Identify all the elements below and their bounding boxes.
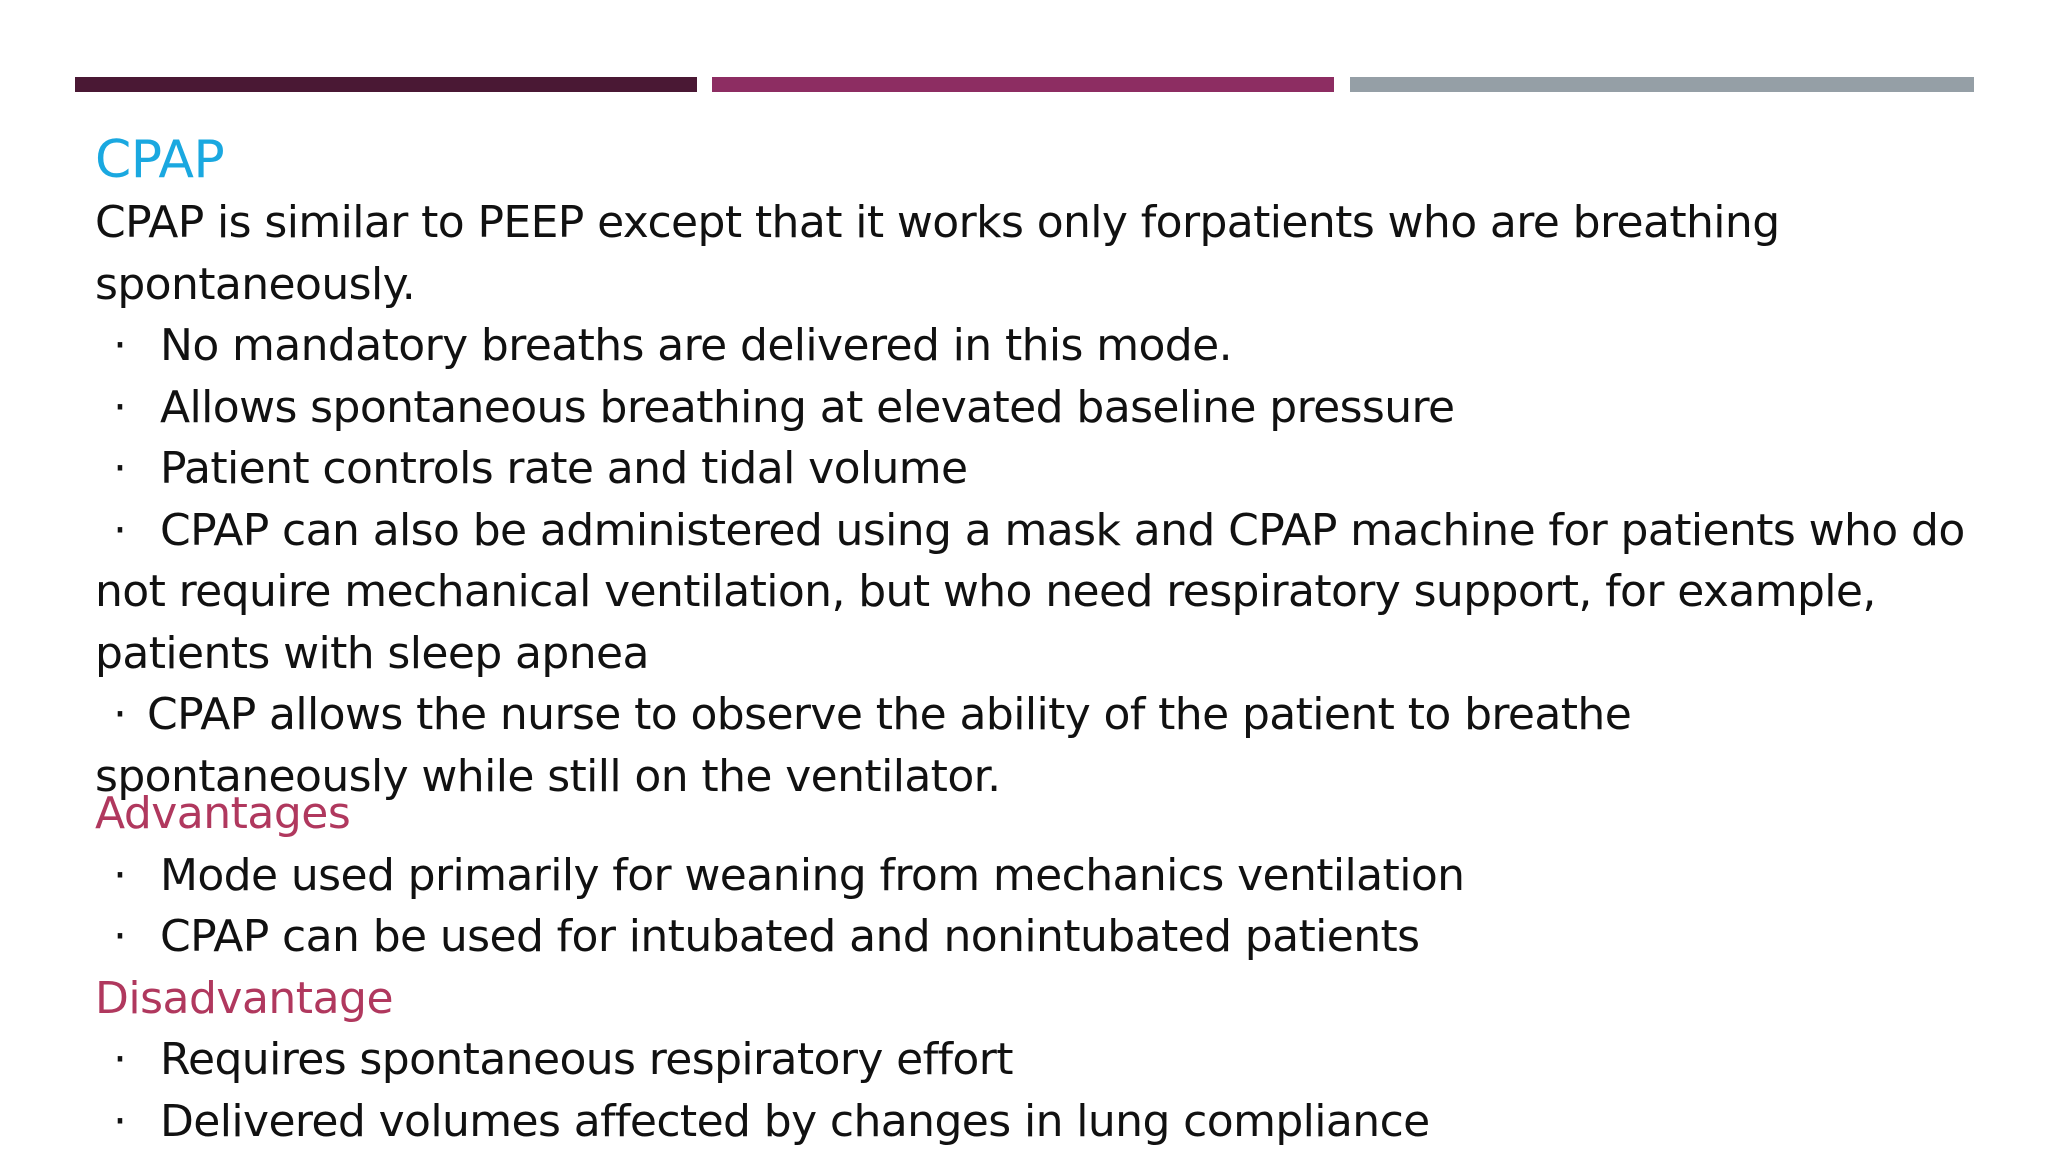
disadvantage-item [95,1029,2035,1091]
bullet-dot: · [113,381,127,433]
intro-line-1: CPAP is similar to PEEP except that it works only forpatients who are breathing [95,197,1780,248]
bullet-text: CPAP allows the nurse to observe the ability of the patient to breathe [147,689,1632,740]
bullet-dot: · [113,443,127,494]
bullet-dot: · [113,504,127,556]
advantage-item [95,906,2035,968]
bullet-item [95,377,2035,439]
bullet-text: Mode used primarily for weaning from mechanics ventilation [160,849,1465,901]
bullet-text: No mandatory breaths are delivered in this mode. [160,320,1232,371]
disadvantage-item [95,1091,2035,1152]
header-bar-segment-3 [1350,77,1974,92]
bullet-item [95,684,2035,746]
bullet-item [95,438,2035,500]
header-bar-segment-1 [75,77,697,92]
bullet-text: Patient controls rate and tidal volume [160,443,968,494]
header-bar-segment-2 [712,77,1334,92]
bullet-text: CPAP can also be administered using a mask and CPAP machine for patients who do [160,504,1965,556]
bullet-text: Delivered volumes affected by changes in lung compliance [160,1095,1430,1147]
bullet-dot: · [113,1034,127,1085]
bullet-continuation-line: patients with sleep apnea [95,627,649,679]
bullet-text: Requires spontaneous respiratory effort [160,1034,1013,1085]
bullet-dot: · [113,320,127,371]
slide-title: CPAP [95,130,225,190]
bullet-dot: · [113,911,127,962]
bullet-dot: · [113,1095,127,1147]
bullet-text: Allows spontaneous breathing at elevated baseline pressure [160,381,1455,433]
slide-content [95,128,2035,1152]
bullet-continuation-line: spontaneously while still on the ventilator. [95,750,1001,802]
bullet-text: CPAP can be used for intubated and nonintubated patients [160,911,1420,962]
bullet-item [95,500,2035,562]
bullet-dot: · [113,689,127,740]
intro-line-2: spontaneously. [95,258,416,310]
advantage-item [95,845,2035,907]
bullet-continuation-line: not require mechanical ventilation, but who need respiratory support, for example, [95,566,1876,617]
disadvantage-heading: Disadvantage [95,972,394,1024]
bullet-item [95,315,2035,377]
bullet-dot: · [113,849,127,901]
advantages-heading: Advantages [95,788,351,839]
